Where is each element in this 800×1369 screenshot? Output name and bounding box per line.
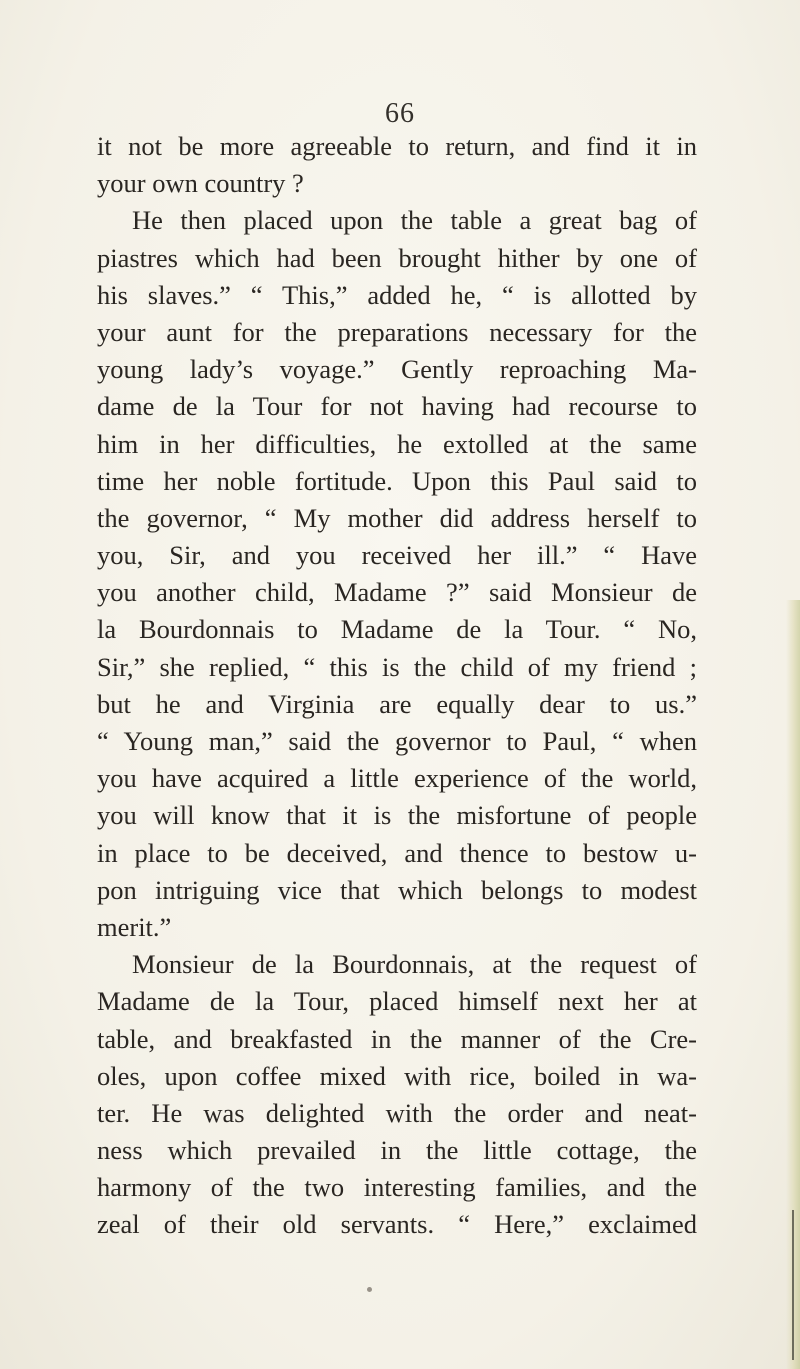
text-line: his slaves.” “ This,” added he, “ is allotted by (97, 279, 697, 310)
text-line: young lady’s voyage.” Gently reproaching Ma- (97, 354, 697, 385)
text-line: the governor, “ My mother did address herself to (97, 502, 697, 533)
text-line: but he and Virginia are equally dear to us.” (97, 688, 697, 719)
text-line: time her noble fortitude. Upon this Paul said to (97, 465, 697, 496)
ink-speck (367, 1287, 372, 1292)
text-line: piastres which had been brought hither by one of (97, 242, 697, 273)
text-line: Madame de la Tour, placed himself next her at (97, 986, 697, 1017)
text-line: Monsieur de la Bourdonnais, at the request of (132, 949, 697, 980)
text-line: your aunt for the preparations necessary for the (97, 316, 697, 347)
text-line: oles, upon coffee mixed with rice, boiled in wa- (97, 1060, 697, 1091)
text-line: Sir,” she replied, “ this is the child of my friend ; (97, 651, 697, 682)
page-edge-line (792, 1210, 794, 1360)
text-line: him in her difficulties, he extolled at the same (97, 428, 697, 459)
text-line: you will know that it is the misfortune of people (97, 800, 697, 831)
text-line: it not be more agreeable to return, and find it in (97, 131, 697, 161)
text-line: your own country ? (97, 168, 304, 199)
text-line: la Bourdonnais to Madame de la Tour. “ No, (97, 614, 697, 645)
text-line: He then placed upon the table a great bag of (132, 205, 697, 236)
text-line: you have acquired a little experience of the world, (97, 763, 697, 794)
text-line: in place to be deceived, and thence to bestow u- (97, 837, 697, 868)
text-line: you another child, Madame ?” said Monsieur de (97, 577, 697, 608)
text-line: merit.” (97, 911, 172, 942)
text-line: harmony of the two interesting families, and the (97, 1172, 697, 1203)
text-line: zeal of their old servants. “ Here,” exclaimed (97, 1209, 697, 1240)
text-line: you, Sir, and you received her ill.” “ Have (97, 540, 697, 571)
text-line: table, and breakfasted in the manner of the Cre- (97, 1023, 697, 1054)
text-line: ter. He was delighted with the order and neat- (97, 1097, 697, 1128)
body-text (97, 128, 697, 1244)
text-line: dame de la Tour for not having had recourse to (97, 391, 697, 422)
text-line: ness which prevailed in the little cottage, the (97, 1135, 697, 1166)
text-line: “ Young man,” said the governor to Paul, “ when (97, 726, 697, 756)
text-line: pon intriguing vice that which belongs to modest (97, 874, 697, 905)
page-number: 66 (385, 98, 415, 129)
